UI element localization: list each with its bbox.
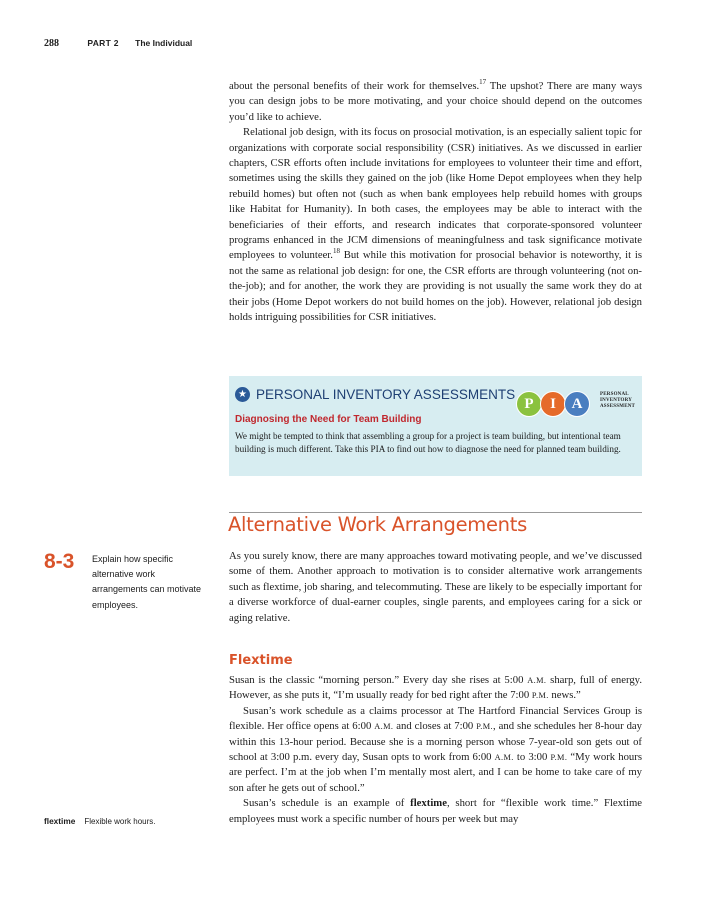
star-icon: ★ — [235, 387, 250, 402]
pia-letter-p: P — [516, 391, 542, 417]
part-label: PART 2 — [87, 38, 119, 48]
flextime-paragraph-1 — [229, 673, 642, 704]
pia-letter-i: I — [540, 391, 566, 417]
flextime-p2-d: to 3:00 — [513, 751, 551, 764]
section-body — [229, 549, 642, 626]
flextime-p3-a: Susan’s schedule is an example of — [243, 797, 411, 810]
margin-glossary — [44, 816, 156, 826]
pia-box — [229, 376, 642, 476]
flextime-p1-c: news.” — [548, 689, 581, 702]
flextime-text — [229, 673, 642, 827]
flextime-p1-a: Susan is the classic “morning person.” Every day she rises at 5:00 — [229, 674, 528, 686]
running-header — [44, 38, 192, 49]
key-term: flextime — [410, 797, 447, 810]
part-title: The Individual — [135, 38, 193, 48]
pia-subtitle: Diagnosing the Need for Team Building — [235, 414, 422, 425]
intro-p2-text-b: But while this motivation for prosocial behavior is noteworthy, it is not the same as relational job design: for one, the CSR efforts are through volunteering (not on-the-job); and for another, the work they are providing is not usually the same work they do at their jobs (Home Depot workers do not build homes on the job). However, relational job design holds intriguing possibilities for CSR initiatives. — [229, 249, 642, 324]
page-number: 288 — [44, 38, 59, 49]
time-am: A.M. — [527, 676, 547, 685]
endnote-ref-17: 17 — [479, 78, 487, 86]
intro-text — [229, 79, 642, 326]
pia-logo — [516, 391, 588, 417]
time-am: A.M. — [374, 722, 394, 732]
intro-p2-text-a: Relational job design, with its focus on prosocial motivation, is an especially salient topic for organizations with corporate social responsibility (CSR) initiatives. As we discussed in earlier chapters, CSR efforts often include invitations for employees to volunteer their time and effort, sometimes using the skills they gained on the job (like Home Depot employees when they help rebuild homes) but often not (such as when bank employees help rebuild homes with groups like Habitat for Humanity). In both cases, the employees may be able to interact with the beneficiaries of their efforts, and research indicates that corporate-sponsored volunteer programs enhanced in the JCM dimensions of meaningfulness and task significance motivate employees to volunteer. — [229, 126, 642, 262]
glossary-term: flextime — [44, 816, 76, 826]
learning-objective-number: 8-3 — [44, 550, 75, 573]
time-am: A.M. — [494, 753, 514, 763]
learning-objective-text: Explain how specific alternative work arrangements can motivate employees. — [92, 554, 202, 610]
flextime-p2-a: Susan’s work schedule as a claims processor at The Hartford Financial Services Group is flexible. Her office opens at 6:00 — [229, 704, 642, 733]
flextime-p2-e: “My work hours are perfect. I’m at the job when I’m mentally most alert, and I can be home to take care of my son after he gets out of school.” — [229, 751, 642, 794]
pia-logo-line-1: PERSONAL — [600, 392, 629, 397]
time-pm: P.M. — [476, 722, 494, 732]
pia-logo-line-2: INVENTORY — [600, 398, 633, 403]
time-pm: P.M. — [550, 753, 568, 763]
intro-paragraph-1 — [229, 79, 642, 125]
intro-paragraph-2 — [229, 125, 642, 325]
subsection-heading: Flextime — [229, 653, 293, 668]
endnote-ref-18: 18 — [332, 247, 340, 256]
intro-p1-text-a: about the personal benefits of their work for themselves. — [229, 80, 480, 92]
glossary-definition: Flexible work hours. — [84, 817, 156, 826]
pia-logo-line-3: ASSESSMENT — [600, 404, 636, 409]
intro-p1-text-b: The upshot? There are many ways you can design jobs to be more motivating, and your choice should depend on the outcomes you’d like to achieve. — [229, 80, 642, 123]
pia-title — [235, 387, 515, 402]
pia-title-text: PERSONAL INVENTORY ASSESSMENTS — [256, 387, 516, 402]
flextime-p2-b: and closes at 7:00 — [393, 720, 477, 733]
flextime-p3-b: , short for “flexible work time.” Flextime employees must work a specific number of hours per week but may — [229, 797, 642, 825]
pia-logo-caption — [600, 392, 635, 410]
pia-letter-a: A — [564, 391, 590, 417]
time-pm: P.M. — [531, 691, 549, 701]
section-paragraph: As you surely know, there are many approaches toward motivating people, and we’ve discussed some of them. Another approach to motivation is to consider alternative work arrangements such as flextime, job sharing, and telecommuting. These are likely to be especially important for a diverse workforce of dual-earner couples, single parents, and employees caring for a sick or aging relative. — [229, 550, 642, 624]
flextime-p1-b: sharp, full of energy. However, as she puts it, “I’m usually ready for bed right after the 7:00 — [229, 674, 643, 702]
section-heading: Alternative Work Arrangements — [228, 513, 527, 536]
pia-description: We might be tempted to think that assembling a group for a project is team building, but intentional team building is much different. Take this PIA to find out how to diagnose the need for planned team building. — [235, 431, 621, 454]
flextime-paragraph-2 — [229, 704, 642, 796]
flextime-p2-c: , and she schedules her 8-hour day within this 13-hour period. Because she is a morning person whose 7-year-old son gets out of school at 3:00 p.m. every day, Susan opts to work from 6:00 — [229, 720, 642, 764]
flextime-paragraph-3 — [229, 796, 642, 827]
